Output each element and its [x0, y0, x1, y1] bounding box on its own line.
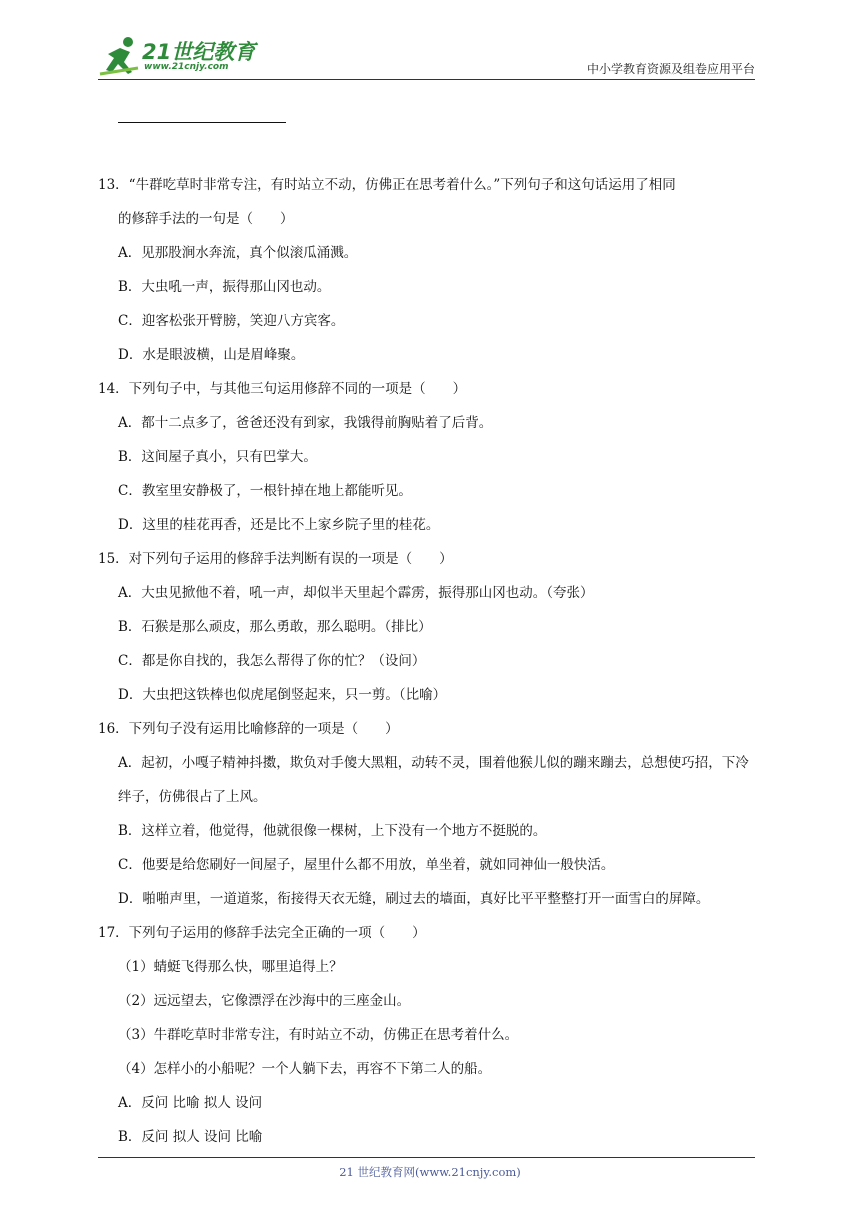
question-17-option-b: B．反问 拟人 设问 比喻	[118, 1129, 263, 1145]
question-17-sentence-1: （1）蜻蜓飞得那么快，哪里追得上？	[118, 959, 343, 975]
question-15-option-d: D．大虫把这铁棒也似虎尾倒竖起来，只一剪。（比喻）	[118, 687, 447, 703]
question-14-option-d: D．这里的桂花再香，还是比不上家乡院子里的桂花。	[118, 517, 440, 533]
question-16-option-c: C．他要是给您刷好一间屋子，屋里什么都不用放，单坐着，就如同神仙一般快活。	[118, 857, 615, 873]
question-16-option-b: B．这样立着，他觉得，他就很像一棵树，上下没有一个地方不挺脱的。	[118, 823, 547, 839]
question-15-option-c: C．都是你自找的，我怎么帮得了你的忙？（设问）	[118, 653, 426, 669]
page-header	[98, 30, 755, 80]
question-13-option-a: A．见那股涧水奔流，真个似滚瓜涌溅。	[118, 245, 358, 261]
question-17-stem: 17．下列句子运用的修辞手法完全正确的一项（ ）	[98, 925, 426, 941]
question-13-stem: 13．“牛群吃草时非常专注，有时站立不动，仿佛正在思考着什么。”下列句子和这句话运用了相同	[98, 177, 676, 193]
header-divider	[98, 79, 755, 80]
question-13-option-c: C．迎客松张开臂膀，笑迎八方宾客。	[118, 313, 345, 329]
runner-icon	[98, 34, 142, 78]
question-17-sentence-3: （3）牛群吃草时非常专注，有时站立不动，仿佛正在思考着什么。	[118, 1027, 519, 1043]
site-logo	[98, 34, 268, 78]
question-13-option-d: D．水是眼波横，山是眉峰聚。	[118, 347, 305, 363]
question-17-sentence-4: （4）怎样小的小船呢？一个人躺下去，再容不下第二人的船。	[118, 1061, 492, 1077]
answer-blank-line	[118, 122, 286, 123]
question-16-stem: 16．下列句子没有运用比喻修辞的一项是（ ）	[98, 721, 399, 737]
logo-text: 21世纪教育	[142, 40, 256, 64]
question-14-option-a: A．都十二点多了，爸爸还没有到家，我饿得前胸贴着了后背。	[118, 415, 493, 431]
platform-title: 中小学教育资源及组卷应用平台	[586, 62, 755, 76]
question-17-sentence-2: （2）远远望去，它像漂浮在沙海中的三座金山。	[118, 993, 411, 1009]
question-list	[98, 168, 758, 1154]
question-16-option-d: D．啪啪声里，一道道浆，衔接得天衣无缝，刷过去的墙面，真好比平平整整打开一面雪白的屏障。	[118, 891, 710, 907]
question-13-stem-cont: 的修辞手法的一句是（ ）	[118, 211, 294, 227]
question-15-option-a: A．大虫见掀他不着，吼一声，却似半天里起个霹雳，振得那山冈也动。（夸张）	[118, 585, 594, 601]
question-15-option-b: B．石猴是那么顽皮，那么勇敢，那么聪明。（排比）	[118, 619, 432, 635]
logo-url: www.21cnjy.com	[144, 62, 229, 72]
question-17-option-a: A．反问 比喻 拟人 设问	[118, 1095, 263, 1111]
question-14-option-b: B．这间屋子真小，只有巴掌大。	[118, 449, 317, 465]
question-16-option-a: A．起初，小嘎子精神抖擞，欺负对手傻大黑粗，动转不灵，围着他猴儿似的蹦来蹦去，总想使巧招，下冷绊子，仿佛很占了上风。	[118, 755, 749, 805]
question-15-stem: 15．对下列句子运用的修辞手法判断有误的一项是（ ）	[98, 551, 453, 567]
question-14-stem: 14．下列句子中，与其他三句运用修辞不同的一项是（ ）	[98, 381, 467, 397]
page-footer: 21 世纪教育网(www.21cnjy.com)	[339, 1165, 521, 1179]
question-14-option-c: C．教室里安静极了，一根针掉在地上都能听见。	[118, 483, 412, 499]
footer-divider	[98, 1157, 755, 1158]
question-13-option-b: B．大虫吼一声，振得那山冈也动。	[118, 279, 331, 295]
